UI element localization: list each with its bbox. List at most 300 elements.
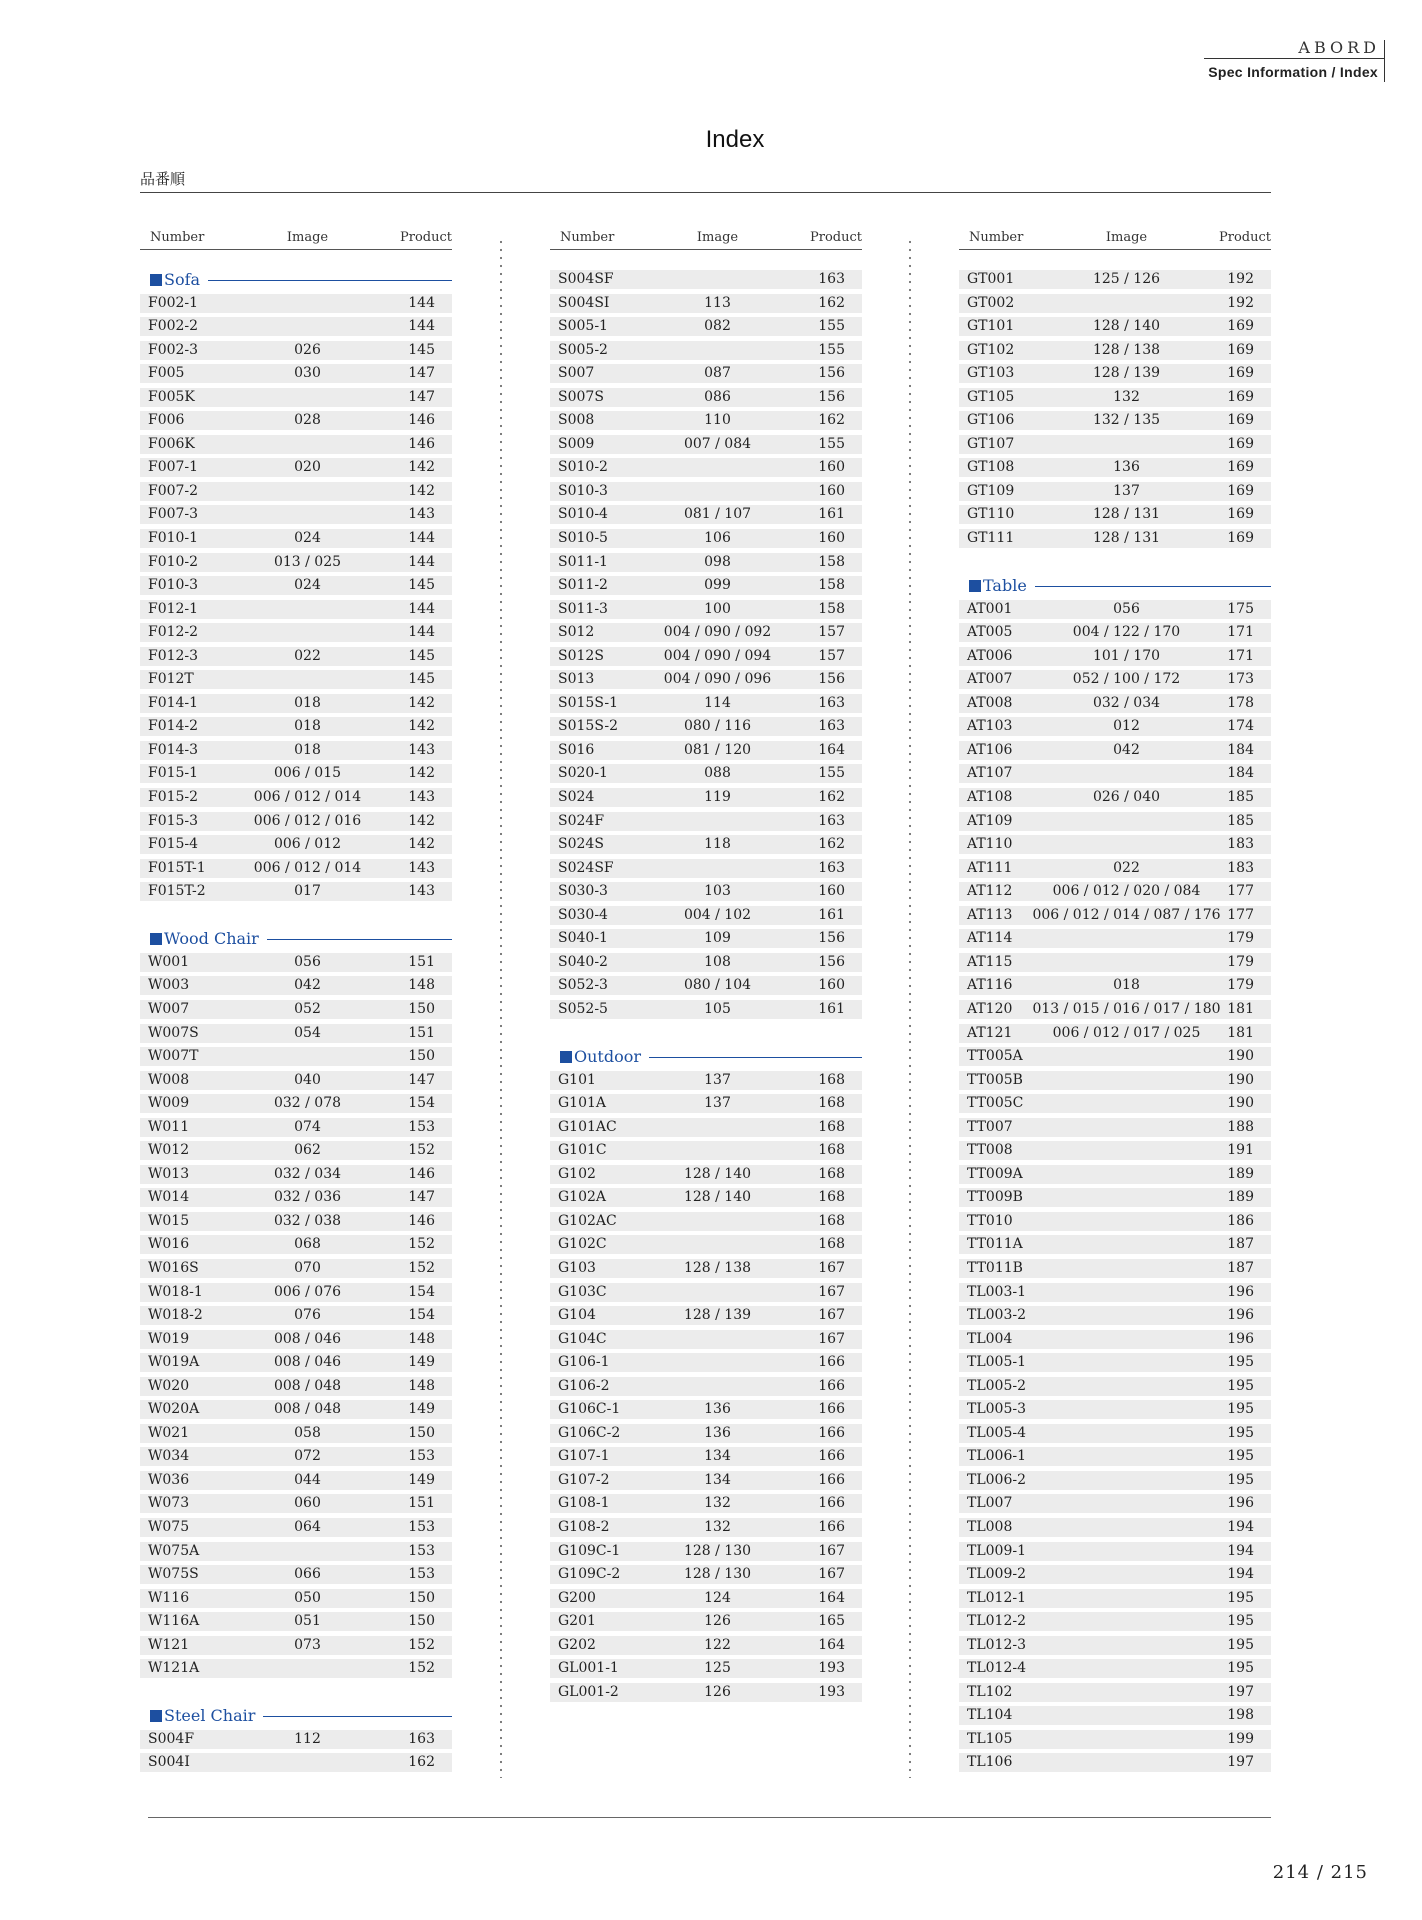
- column-header-rule: [140, 249, 452, 250]
- product-page: 152: [408, 1636, 435, 1653]
- header-number: Number: [560, 230, 615, 245]
- model-number: G102A: [558, 1189, 607, 1206]
- model-number: AT121: [967, 1024, 1013, 1041]
- model-number: W019A: [148, 1354, 200, 1371]
- top-divider: [140, 192, 1271, 193]
- index-rows: [550, 270, 862, 1706]
- index-row: [550, 976, 862, 995]
- product-page: 195: [1227, 1471, 1254, 1488]
- product-page: 161: [818, 1000, 845, 1017]
- index-row: [140, 882, 452, 901]
- product-page: 169: [1227, 459, 1254, 476]
- product-page: 177: [1227, 883, 1254, 900]
- image-page: 128 / 138: [1092, 341, 1161, 358]
- model-number: G106-2: [558, 1377, 610, 1394]
- image-page: 128 / 131: [1092, 530, 1161, 547]
- column-header-rule: [959, 249, 1271, 250]
- model-number: S005-1: [558, 318, 608, 335]
- product-page: 166: [818, 1424, 845, 1441]
- index-row: [550, 670, 862, 689]
- image-page: 032 / 034: [273, 1165, 342, 1182]
- image-page: 136: [704, 1401, 731, 1418]
- model-number: TT005B: [967, 1071, 1023, 1088]
- section-name: Sofa: [164, 270, 201, 289]
- model-number: S009: [558, 435, 595, 452]
- index-row: [140, 1753, 452, 1772]
- brand-logo: ABORD: [1298, 38, 1380, 57]
- index-row: [140, 1377, 452, 1396]
- model-number: F010-3: [148, 577, 199, 594]
- index-row: [140, 623, 452, 642]
- index-row: [959, 812, 1271, 831]
- page-number: 214 / 215: [1272, 1862, 1368, 1883]
- index-row: [140, 505, 452, 524]
- index-row: [550, 1612, 862, 1631]
- image-page: 018: [294, 741, 321, 758]
- index-row: [959, 505, 1271, 524]
- product-page: 142: [408, 459, 435, 476]
- image-page: 007 / 084: [683, 435, 752, 452]
- index-row: [140, 953, 452, 972]
- model-number: TL104: [967, 1707, 1013, 1724]
- product-page: 194: [1227, 1542, 1254, 1559]
- index-row: [959, 717, 1271, 736]
- spacer-row: [959, 553, 1271, 572]
- product-page: 151: [408, 953, 435, 970]
- index-row: [959, 1636, 1271, 1655]
- product-page: 193: [818, 1683, 845, 1700]
- product-page: 187: [1227, 1236, 1254, 1253]
- model-number: S020-1: [558, 765, 608, 782]
- index-row: [550, 1283, 862, 1302]
- model-number: F012-1: [148, 600, 199, 617]
- product-page: 143: [408, 859, 435, 876]
- model-number: F015T-2: [148, 883, 206, 900]
- product-page: 155: [818, 318, 845, 335]
- product-page: 154: [408, 1283, 435, 1300]
- index-row: [550, 1353, 862, 1372]
- model-number: GT103: [967, 365, 1015, 382]
- model-number: S040-1: [558, 930, 608, 947]
- product-page: 166: [818, 1354, 845, 1371]
- model-number: TL004: [967, 1330, 1013, 1347]
- index-row: [550, 1542, 862, 1561]
- product-page: 144: [408, 553, 435, 570]
- model-number: S004SI: [558, 294, 610, 311]
- index-row: [550, 364, 862, 383]
- index-row: [550, 576, 862, 595]
- header-product: Product: [810, 230, 862, 245]
- model-number: G109C-1: [558, 1542, 621, 1559]
- spacer-row: [140, 906, 452, 925]
- product-page: 185: [1227, 789, 1254, 806]
- model-number: G101C: [558, 1142, 607, 1159]
- image-page: 134: [704, 1448, 731, 1465]
- product-page: 143: [408, 883, 435, 900]
- index-row: [959, 694, 1271, 713]
- brand-vertical-rule: [1384, 40, 1385, 82]
- model-number: F006K: [148, 435, 195, 452]
- section-name: Steel Chair: [164, 1706, 256, 1726]
- index-row: [959, 1071, 1271, 1090]
- model-number: S004SF: [558, 271, 614, 287]
- product-page: 152: [408, 1660, 435, 1677]
- image-page: 125 / 126: [1092, 271, 1161, 287]
- product-page: 154: [408, 1095, 435, 1112]
- index-row: [140, 976, 452, 995]
- model-number: S030-4: [558, 906, 608, 923]
- model-number: AT111: [967, 859, 1013, 876]
- index-row: [959, 835, 1271, 854]
- spacer-row: [140, 1683, 452, 1702]
- product-page: 163: [818, 718, 845, 735]
- product-page: 156: [818, 671, 845, 688]
- index-row: [140, 1518, 452, 1537]
- image-page: 072: [294, 1448, 321, 1465]
- model-number: TL012-4: [967, 1660, 1026, 1677]
- model-number: TL006-1: [967, 1448, 1026, 1465]
- product-page: 197: [1227, 1754, 1254, 1771]
- image-page: 006 / 015: [273, 765, 342, 782]
- image-page: 064: [294, 1518, 321, 1535]
- image-page: 006 / 076: [273, 1283, 342, 1300]
- model-number: S040-2: [558, 953, 608, 970]
- image-page: 082: [704, 318, 731, 335]
- model-number: W075A: [148, 1542, 200, 1559]
- image-page: 008 / 048: [273, 1401, 342, 1418]
- index-row: [550, 1165, 862, 1184]
- index-row: [959, 1047, 1271, 1066]
- model-number: GT102: [967, 341, 1015, 358]
- model-number: S010-4: [558, 506, 608, 523]
- image-page: 128 / 130: [683, 1542, 752, 1559]
- section-heading: [959, 576, 1271, 595]
- product-page: 184: [1227, 741, 1254, 758]
- product-page: 147: [408, 365, 435, 382]
- index-row: [959, 906, 1271, 925]
- product-page: 168: [818, 1165, 845, 1182]
- index-row: [550, 1188, 862, 1207]
- model-number: S005-2: [558, 341, 608, 358]
- index-row: [959, 647, 1271, 666]
- model-number: S010-2: [558, 459, 608, 476]
- product-page: 147: [408, 1189, 435, 1206]
- index-row: [140, 1447, 452, 1466]
- model-number: S011-1: [558, 553, 608, 570]
- product-page: 177: [1227, 906, 1254, 923]
- index-row: [140, 411, 452, 430]
- model-number: F015-4: [148, 836, 199, 853]
- model-number: W020: [148, 1377, 190, 1394]
- model-number: W116A: [148, 1613, 200, 1630]
- model-number: G103C: [558, 1283, 607, 1300]
- image-page: 006 / 012 / 014: [253, 859, 362, 876]
- model-number: S010-3: [558, 482, 608, 499]
- product-page: 186: [1227, 1212, 1254, 1229]
- product-page: 194: [1227, 1566, 1254, 1583]
- bottom-divider: [148, 1817, 1271, 1818]
- model-number: GT108: [967, 459, 1015, 476]
- product-page: 179: [1227, 930, 1254, 947]
- model-number: S011-3: [558, 600, 608, 617]
- model-number: G108-2: [558, 1518, 610, 1535]
- header-image: Image: [696, 230, 739, 245]
- index-row: [550, 906, 862, 925]
- model-number: S052-3: [558, 977, 608, 994]
- product-page: 153: [408, 1118, 435, 1135]
- product-page: 142: [408, 765, 435, 782]
- model-number: F007-3: [148, 506, 199, 523]
- model-number: S011-2: [558, 577, 608, 594]
- index-row: [140, 1235, 452, 1254]
- product-page: 161: [818, 506, 845, 523]
- index-row: [550, 1377, 862, 1396]
- index-row: [140, 1636, 452, 1655]
- image-page: 018: [294, 718, 321, 735]
- product-page: 169: [1227, 412, 1254, 429]
- model-number: S012: [558, 624, 595, 641]
- image-page: 132 / 135: [1092, 412, 1161, 429]
- product-page: 143: [408, 741, 435, 758]
- model-number: AT112: [967, 883, 1013, 900]
- image-page: 032 / 038: [273, 1212, 342, 1229]
- product-page: 149: [408, 1354, 435, 1371]
- image-page: 134: [704, 1471, 731, 1488]
- model-number: AT001: [967, 600, 1013, 617]
- product-page: 183: [1227, 836, 1254, 853]
- model-number: W036: [148, 1471, 190, 1488]
- index-row: [140, 294, 452, 313]
- image-page: 013 / 015 / 016 / 017 / 180: [1032, 1000, 1221, 1017]
- product-page: 151: [408, 1024, 435, 1041]
- image-page: 032 / 034: [1092, 694, 1161, 711]
- model-number: F015T-1: [148, 859, 206, 876]
- index-row: [140, 1730, 452, 1749]
- image-page: 128 / 140: [683, 1189, 752, 1206]
- model-number: TL005-1: [967, 1354, 1026, 1371]
- image-page: 080 / 116: [683, 718, 752, 735]
- model-number: S015S-1: [558, 694, 619, 711]
- model-number: W016S: [148, 1259, 199, 1276]
- index-row: [959, 1612, 1271, 1631]
- image-page: 026 / 040: [1092, 789, 1161, 806]
- image-page: 122: [704, 1636, 731, 1653]
- product-page: 169: [1227, 388, 1254, 405]
- index-row: [959, 1259, 1271, 1278]
- model-number: S013: [558, 671, 595, 688]
- index-row: [550, 411, 862, 430]
- index-row: [140, 482, 452, 501]
- model-number: W007: [148, 1000, 190, 1017]
- product-page: 196: [1227, 1283, 1254, 1300]
- index-row: [140, 788, 452, 807]
- product-page: 166: [818, 1448, 845, 1465]
- index-row: [959, 388, 1271, 407]
- model-number: S024S: [558, 836, 604, 853]
- model-number: W009: [148, 1095, 190, 1112]
- image-page: 006 / 012 / 014 / 087 / 176: [1032, 906, 1221, 923]
- product-page: 193: [818, 1660, 845, 1677]
- model-number: AT114: [967, 930, 1013, 947]
- product-page: 168: [818, 1071, 845, 1088]
- index-row: [959, 317, 1271, 336]
- model-number: TL006-2: [967, 1471, 1026, 1488]
- index-row: [550, 553, 862, 572]
- index-row: [959, 1494, 1271, 1513]
- index-row: [959, 1188, 1271, 1207]
- model-number: TL012-2: [967, 1613, 1026, 1630]
- image-page: 128 / 139: [683, 1307, 752, 1324]
- image-page: 124: [704, 1589, 731, 1606]
- product-page: 166: [818, 1377, 845, 1394]
- index-row: [140, 317, 452, 336]
- section-square-icon: [150, 1710, 162, 1722]
- model-number: TT009A: [967, 1165, 1023, 1182]
- image-page: 132: [704, 1518, 731, 1535]
- product-page: 149: [408, 1401, 435, 1418]
- model-number: W007S: [148, 1024, 199, 1041]
- product-page: 162: [818, 789, 845, 806]
- model-number: W121A: [148, 1660, 200, 1677]
- model-number: GL001-2: [558, 1683, 619, 1700]
- product-page: 148: [408, 977, 435, 994]
- column-header-rule: [550, 249, 862, 250]
- image-page: 006 / 012: [273, 836, 342, 853]
- model-number: F015-1: [148, 765, 199, 782]
- image-page: 098: [704, 553, 731, 570]
- index-row: [959, 1589, 1271, 1608]
- image-page: 128 / 130: [683, 1566, 752, 1583]
- section-subtitle: Spec Information / Index: [1208, 64, 1378, 80]
- model-number: TL012-3: [967, 1636, 1026, 1653]
- model-number: F012-3: [148, 647, 199, 664]
- product-page: 185: [1227, 812, 1254, 829]
- index-row: [959, 1283, 1271, 1302]
- model-number: F014-2: [148, 718, 199, 735]
- section-heading: [140, 1706, 452, 1725]
- product-page: 198: [1227, 1707, 1254, 1724]
- model-number: W116: [148, 1589, 190, 1606]
- product-page: 142: [408, 694, 435, 711]
- index-row: [140, 1141, 452, 1160]
- index-row: [550, 600, 862, 619]
- model-number: GT110: [967, 506, 1015, 523]
- index-row: [140, 1024, 452, 1043]
- product-page: 168: [818, 1142, 845, 1159]
- product-page: 144: [408, 600, 435, 617]
- model-number: F015-2: [148, 789, 199, 806]
- section-rule: [649, 1057, 862, 1058]
- index-row: [959, 435, 1271, 454]
- model-number: W013: [148, 1165, 190, 1182]
- product-page: 174: [1227, 718, 1254, 735]
- product-page: 155: [818, 435, 845, 452]
- product-page: 166: [818, 1495, 845, 1512]
- product-page: 161: [818, 906, 845, 923]
- product-page: 169: [1227, 318, 1254, 335]
- index-row: [550, 482, 862, 501]
- model-number: G107-1: [558, 1448, 610, 1465]
- index-row: [140, 859, 452, 878]
- model-number: G104C: [558, 1330, 607, 1347]
- product-page: 145: [408, 671, 435, 688]
- product-page: 166: [818, 1401, 845, 1418]
- index-row: [140, 647, 452, 666]
- product-page: 147: [408, 388, 435, 405]
- image-page: 022: [1113, 859, 1140, 876]
- model-number: S004F: [148, 1730, 195, 1747]
- index-row: [550, 317, 862, 336]
- model-number: W020A: [148, 1401, 200, 1418]
- index-row: [140, 1494, 452, 1513]
- index-row: [959, 1706, 1271, 1725]
- index-row: [959, 1400, 1271, 1419]
- page-title: Index: [705, 126, 765, 153]
- model-number: W016: [148, 1236, 190, 1253]
- index-row: [550, 529, 862, 548]
- index-row: [140, 364, 452, 383]
- header-product: Product: [400, 230, 452, 245]
- model-number: F005K: [148, 388, 195, 405]
- index-row: [550, 764, 862, 783]
- product-page: 169: [1227, 530, 1254, 547]
- product-page: 160: [818, 977, 845, 994]
- model-number: AT007: [967, 671, 1013, 688]
- product-page: 181: [1227, 1000, 1254, 1017]
- model-number: GT001: [967, 271, 1015, 287]
- model-number: G102AC: [558, 1212, 617, 1229]
- index-row: [959, 1330, 1271, 1349]
- product-page: 146: [408, 1165, 435, 1182]
- product-page: 164: [818, 1589, 845, 1606]
- index-row: [550, 1471, 862, 1490]
- product-page: 171: [1227, 647, 1254, 664]
- product-page: 169: [1227, 482, 1254, 499]
- model-number: S010-5: [558, 530, 608, 547]
- section-rule: [263, 1716, 452, 1717]
- model-number: S008: [558, 412, 595, 429]
- column-header: [959, 230, 1271, 250]
- image-page: 100: [704, 600, 731, 617]
- image-page: 044: [294, 1471, 321, 1488]
- index-row: [959, 1565, 1271, 1584]
- image-page: 062: [294, 1142, 321, 1159]
- model-number: S024F: [558, 812, 605, 829]
- model-number: TL008: [967, 1518, 1013, 1535]
- model-number: W018-2: [148, 1307, 203, 1324]
- model-number: AT110: [967, 836, 1013, 853]
- model-number: S052-5: [558, 1000, 608, 1017]
- index-row: [140, 1471, 452, 1490]
- image-page: 118: [704, 836, 731, 853]
- image-page: 128 / 138: [683, 1259, 752, 1276]
- index-row: [550, 812, 862, 831]
- image-page: 018: [294, 694, 321, 711]
- index-row: [959, 411, 1271, 430]
- model-number: F012T: [148, 671, 194, 688]
- model-number: F015-3: [148, 812, 199, 829]
- model-number: TT011A: [967, 1236, 1023, 1253]
- index-row: [140, 1353, 452, 1372]
- product-page: 195: [1227, 1660, 1254, 1677]
- model-number: GT107: [967, 435, 1015, 452]
- index-row: [959, 1683, 1271, 1702]
- product-page: 142: [408, 836, 435, 853]
- product-page: 160: [818, 883, 845, 900]
- image-page: 004 / 090 / 096: [663, 671, 772, 688]
- index-row: [140, 388, 452, 407]
- model-number: AT103: [967, 718, 1013, 735]
